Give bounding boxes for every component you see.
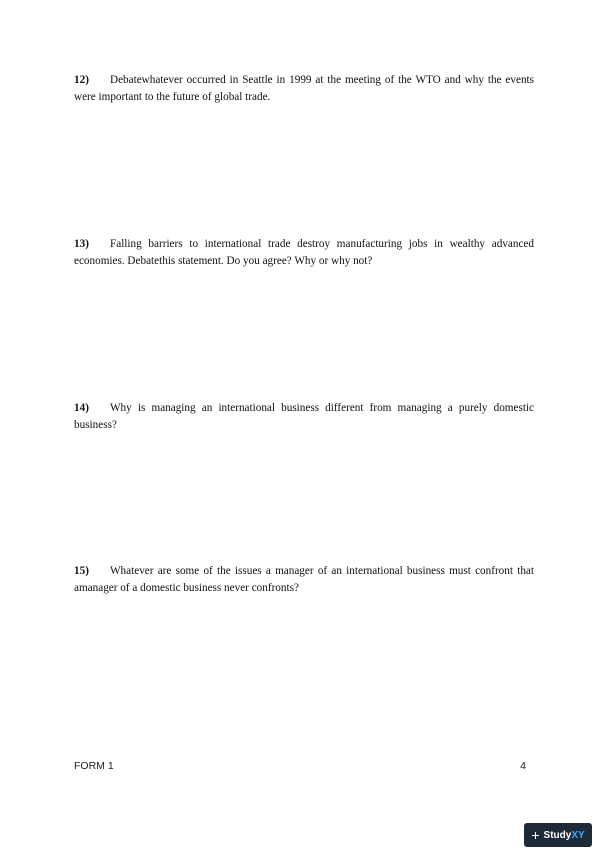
question-text: Debatewhatever occurred in Seattle in 1999 at the meeting of the WTO and why the events were important to the future of global trade.	[74, 74, 534, 103]
question-13	[74, 236, 534, 270]
studyxy-badge[interactable]	[524, 823, 592, 847]
question-12	[74, 72, 534, 106]
question-number: 15)	[74, 565, 89, 577]
plus-icon: +	[531, 827, 540, 843]
brand-name	[544, 830, 585, 841]
question-number: 14)	[74, 402, 89, 414]
question-text: Why is managing an international business different from managing a purely domestic business?	[74, 402, 534, 431]
question-text: Whatever are some of the issues a manager of an international business must confront that amanager of a domestic business never confronts?	[74, 565, 534, 594]
page-number: 4	[520, 760, 526, 772]
brand-main: Study	[543, 829, 572, 841]
form-label: FORM 1	[74, 760, 114, 772]
question-number: 12)	[74, 74, 89, 86]
brand-accent: XY	[571, 829, 585, 841]
question-15	[74, 563, 534, 597]
page-footer	[74, 760, 526, 772]
question-14	[74, 400, 534, 434]
question-number: 13)	[74, 238, 89, 250]
question-text: Falling barriers to international trade destroy manufacturing jobs in wealthy advanced economies. Debatethis statement. Do you agree? Why or why not?	[74, 238, 534, 267]
